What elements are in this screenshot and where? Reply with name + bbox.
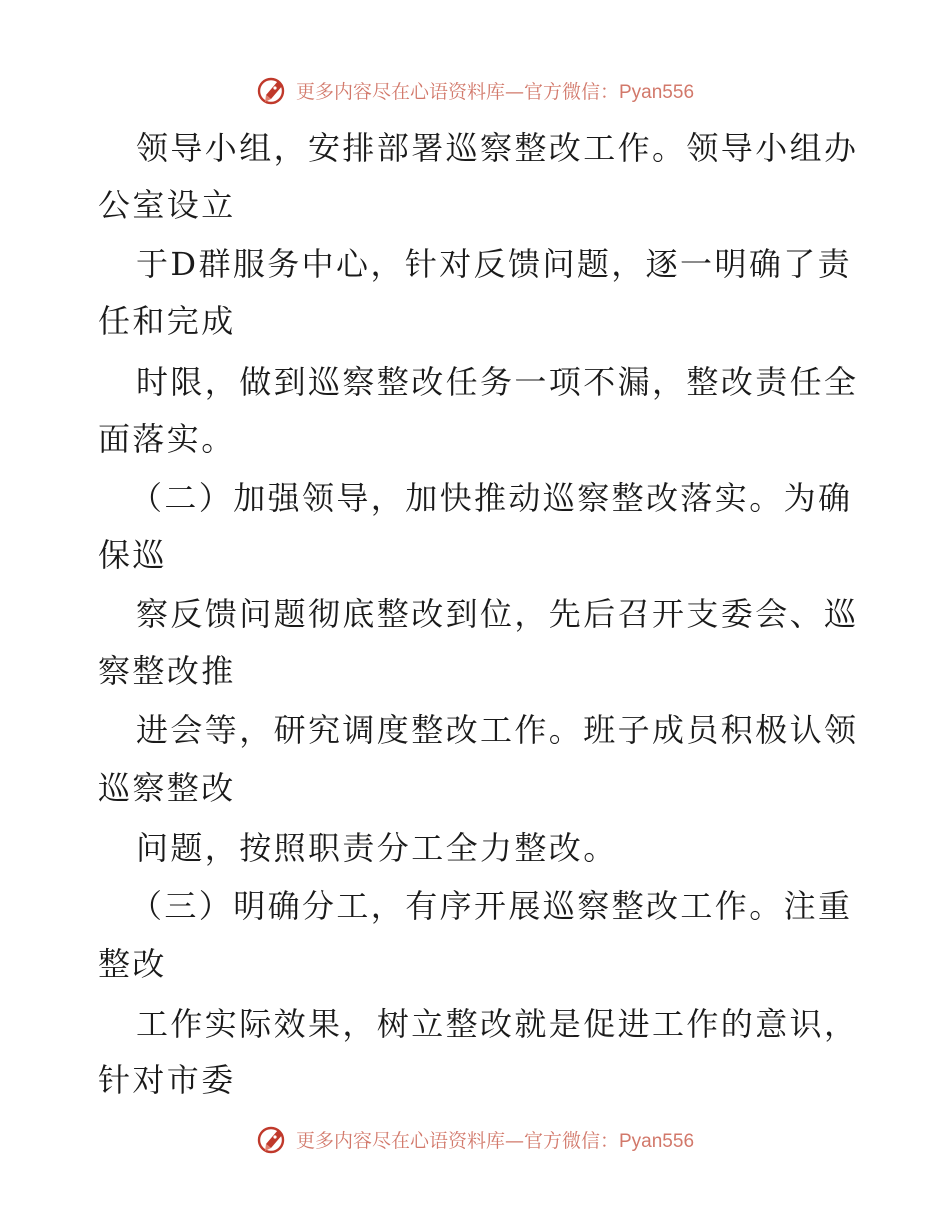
body-line: 工作实际效果，树立整改就是促进工作的意识， (136, 1005, 859, 1043)
body-line: 察整改推 (98, 652, 236, 690)
body-line: （三）明确分工，有序开展巡察整改工作。注重 (130, 887, 853, 925)
body-line: 公室设立 (98, 186, 236, 224)
body-line: 任和完成 (98, 302, 236, 340)
body-line: 整改 (98, 945, 167, 983)
body-line: 问题，按照职责分工全力整改。 (136, 829, 618, 867)
footer-watermark (0, 1119, 950, 1159)
footer-watermark-text: 更多内容尽在心语资料库—官方微信：Pyan556 (295, 1129, 695, 1152)
body-line: （二）加强领导，加快推动巡察整改落实。为确 (130, 479, 853, 517)
body-line: 时限，做到巡察整改任务一项不漏，整改责任全 (136, 363, 859, 401)
body-line: 进会等，研究调度整改工作。班子成员积极认领 (136, 711, 859, 749)
body-line: 保巡 (98, 536, 167, 574)
body-line: 察反馈问题彻底整改到位，先后召开支委会、巡 (136, 595, 859, 633)
body-line: 针对市委 (98, 1061, 236, 1099)
pen-nib-logo-icon (256, 1122, 290, 1156)
header-watermark (0, 70, 950, 110)
body-line: 于D群服务中心，针对反馈问题，逐一明确了责 (136, 245, 853, 283)
body-line: 巡察整改 (98, 769, 236, 807)
pen-nib-logo-icon (256, 73, 290, 107)
header-watermark-text: 更多内容尽在心语资料库—官方微信：Pyan556 (295, 80, 695, 103)
body-line: 面落实。 (98, 420, 236, 458)
body-line: 领导小组，安排部署巡察整改工作。领导小组办 (136, 129, 859, 167)
